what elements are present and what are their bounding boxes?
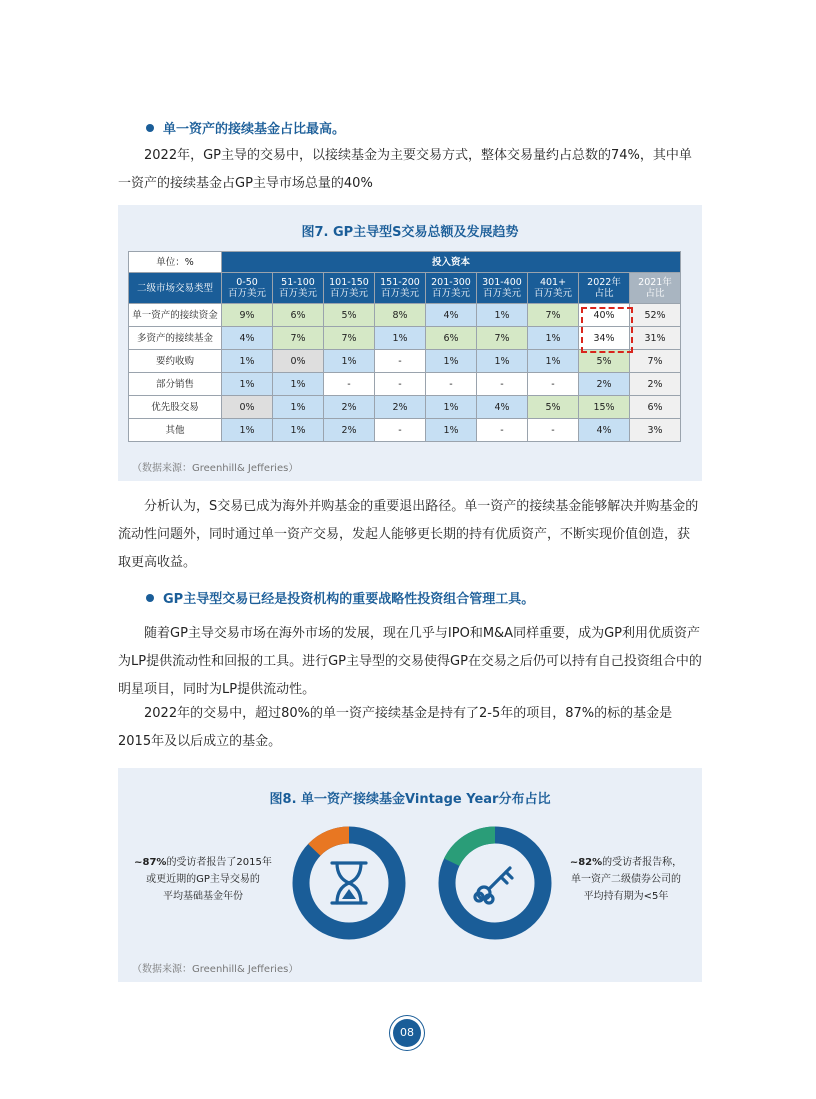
- table-cell: 1%: [222, 419, 273, 442]
- right-donut: [437, 825, 553, 941]
- table-cell: 3%: [630, 419, 681, 442]
- column-header: [324, 273, 375, 304]
- table-cell: -: [375, 373, 426, 396]
- unit-label: 单位：%: [129, 252, 222, 273]
- section1-paragraph: 2022年，GP主导的交易中，以接续基金为主要交易方式，整体交易量约占总数的74%，其中单一资产的接续基金占GP主导市场总量的40%: [118, 148, 692, 191]
- table-cell: 1%: [273, 419, 324, 442]
- row-header: 二级市场交易类型: [129, 273, 222, 304]
- right-donut-caption: [538, 854, 714, 905]
- table-cell: -: [528, 373, 579, 396]
- table-cell: 5%: [528, 396, 579, 419]
- table-cell: -: [528, 419, 579, 442]
- column-header-line1: 51-100: [281, 277, 315, 288]
- table-cell: 52%: [630, 304, 681, 327]
- column-header-line1: 0-50: [236, 277, 258, 288]
- left-donut: [291, 825, 407, 941]
- table-row: [129, 396, 681, 419]
- column-header: [273, 273, 324, 304]
- column-header: [375, 273, 426, 304]
- left-donut-caption: [118, 854, 288, 905]
- table-cell: 4%: [222, 327, 273, 350]
- right-line2: 单一资产二级债券公司的: [571, 874, 681, 885]
- column-header: [222, 273, 273, 304]
- table-cell: 6%: [630, 396, 681, 419]
- column-header-line2: 占比: [645, 288, 665, 299]
- fig8-title: 图8. 单一资产接续基金Vintage Year分布占比: [269, 792, 551, 807]
- key-icon: [475, 868, 512, 903]
- right-pct: ~82%: [569, 857, 603, 868]
- table-row: [129, 350, 681, 373]
- table-cell: 5%: [324, 304, 375, 327]
- left-line3: 平均基础基金年份: [163, 891, 243, 902]
- row-label: 部分销售: [129, 373, 222, 396]
- section2-paragraph1: 随着GP主导交易市场在海外市场的发展，现在几乎与IPO和M&A同样重要，成为GP利用优质资产为LP提供流动性和回报的工具。进行GP主导型的交易使得GP在交易之后仍可以持有自己投资组合中的明星项目，同时为LP提供流动性。: [118, 626, 702, 697]
- column-header-line1: 401+: [539, 277, 567, 288]
- column-header-line2: 百万美元: [431, 288, 470, 299]
- column-header-line2: 占比: [594, 288, 614, 299]
- table-cell: 1%: [477, 350, 528, 373]
- section2-bullet: [146, 588, 534, 607]
- fig7-table: [128, 251, 681, 442]
- column-header-line2: 百万美元: [227, 288, 266, 299]
- table-cell: -: [477, 419, 528, 442]
- table-cell: 15%: [579, 396, 630, 419]
- table-cell: 5%: [579, 350, 630, 373]
- table-cell: 0%: [273, 350, 324, 373]
- fig7-panel: [118, 205, 702, 481]
- table-cell: 7%: [324, 327, 375, 350]
- column-header-line1: 101-150: [329, 277, 369, 288]
- fig7-source: （数据来源：Greenhill& Jefferies）: [132, 463, 299, 474]
- table-cell: 9%: [222, 304, 273, 327]
- table-row: [129, 327, 681, 350]
- bullet-dot: [146, 594, 154, 602]
- row-label: 单一资产的接续资金: [129, 304, 222, 327]
- table-cell: 1%: [222, 350, 273, 373]
- table-cell: 1%: [222, 373, 273, 396]
- section2-paragraph2: 2022年的交易中，超过80%的单一资产接续基金是持有了2-5年的项目，87%的标的基金是2015年及以后成立的基金。: [118, 706, 673, 749]
- table-row: [129, 419, 681, 442]
- column-header-line2: 百万美元: [329, 288, 368, 299]
- table-cell: 1%: [324, 350, 375, 373]
- table-cell: 7%: [477, 327, 528, 350]
- table-cell: 7%: [528, 304, 579, 327]
- table-cell: 1%: [375, 327, 426, 350]
- column-header-line2: 百万美元: [533, 288, 572, 299]
- table-cell: 7%: [273, 327, 324, 350]
- column-header: [528, 273, 579, 304]
- hourglass-icon: [332, 863, 366, 903]
- column-header-line2: 百万美元: [482, 288, 521, 299]
- table-cell: 1%: [426, 350, 477, 373]
- bullet-dot: [146, 124, 154, 132]
- table-cell: -: [375, 419, 426, 442]
- table-cell: 2%: [579, 373, 630, 396]
- table-cell: 1%: [426, 419, 477, 442]
- fig8-source: （数据来源：Greenhill& Jefferies）: [132, 964, 299, 975]
- right-line1: 的受访者报告称，: [602, 857, 683, 868]
- table-cell: 2%: [324, 419, 375, 442]
- left-line1: 的受访者报告了2015年: [166, 857, 272, 868]
- left-pct: ~87%: [134, 857, 167, 868]
- column-header: [630, 273, 681, 304]
- section1-heading: 单一资产的接续基金占比最高。: [163, 122, 346, 137]
- table-cell: 2%: [630, 373, 681, 396]
- table-cell: -: [375, 350, 426, 373]
- column-header: [579, 273, 630, 304]
- table-cell: 1%: [528, 327, 579, 350]
- table-cell: 40%: [579, 304, 630, 327]
- table-cell: 6%: [273, 304, 324, 327]
- table-cell: 4%: [579, 419, 630, 442]
- right-line3: 平均持有期为<5年: [583, 891, 669, 902]
- column-header-line1: 151-200: [380, 277, 420, 288]
- table-row: [129, 373, 681, 396]
- fig8-panel: [118, 768, 702, 982]
- column-header: [426, 273, 477, 304]
- section2-heading: GP主导型交易已经是投资机构的重要战略性投资组合管理工具。: [163, 592, 535, 607]
- table-cell: 34%: [579, 327, 630, 350]
- analysis-paragraph: 分析认为，S交易已成为海外并购基金的重要退出路径。单一资产的接续基金能够解决并购基金的流动性问题外，同时通过单一资产交易，发起人能够更长期的持有优质资产，不断实现价值创造，获取更高收益。: [118, 499, 699, 570]
- table-cell: 1%: [273, 373, 324, 396]
- section1-bullet: [146, 118, 345, 137]
- table-cell: 2%: [324, 396, 375, 419]
- page-number: 08: [393, 1019, 421, 1047]
- row-label: 要约收购: [129, 350, 222, 373]
- table-cell: 4%: [477, 396, 528, 419]
- column-header-line1: 201-300: [431, 277, 471, 288]
- column-header-line1: 2021年: [638, 277, 672, 288]
- row-label: 多资产的接续基金: [129, 327, 222, 350]
- table-row: [129, 304, 681, 327]
- fig7-title: 图7. GP主导型S交易总额及发展趋势: [301, 225, 519, 240]
- column-header-line2: 百万美元: [278, 288, 317, 299]
- table-cell: 0%: [222, 396, 273, 419]
- table-cell: 2%: [375, 396, 426, 419]
- column-header-line1: 2022年: [587, 277, 621, 288]
- left-line2: 或更近期的GP主导交易的: [146, 874, 260, 885]
- column-header: [477, 273, 528, 304]
- column-header-line2: 百万美元: [380, 288, 419, 299]
- table-cell: 1%: [477, 304, 528, 327]
- table-cell: 4%: [426, 304, 477, 327]
- table-cell: 6%: [426, 327, 477, 350]
- table-cell: 1%: [528, 350, 579, 373]
- table-cell: -: [324, 373, 375, 396]
- table-cell: 7%: [630, 350, 681, 373]
- table-cell: 31%: [630, 327, 681, 350]
- row-label: 优先股交易: [129, 396, 222, 419]
- table-cell: 8%: [375, 304, 426, 327]
- table-cell: 1%: [426, 396, 477, 419]
- header-group: 投入资本: [222, 252, 681, 273]
- table-cell: -: [477, 373, 528, 396]
- column-header-line1: 301-400: [482, 277, 522, 288]
- table-cell: 1%: [273, 396, 324, 419]
- table-cell: -: [426, 373, 477, 396]
- row-label: 其他: [129, 419, 222, 442]
